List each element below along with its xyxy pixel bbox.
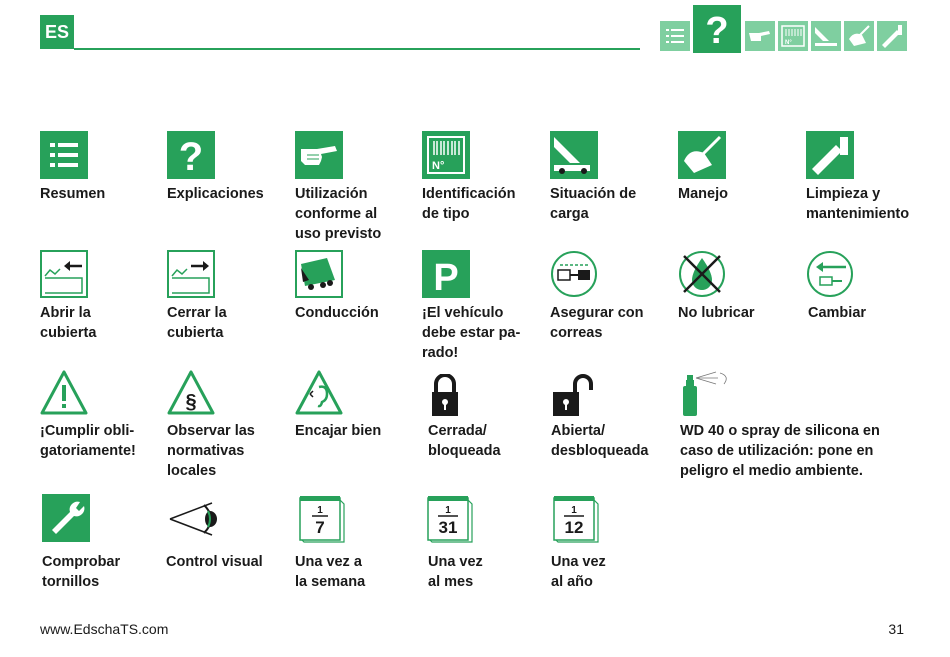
item-label-weekly: Una vez a la semana [295,554,366,590]
open-cover-icon [40,250,88,298]
question-icon [167,131,215,179]
listen-click-icon [295,370,343,416]
type-plate-icon [422,131,470,179]
lock-closed-icon [430,374,460,418]
nav-load-situation-icon[interactable] [811,21,841,51]
item-label-load-situation: Situación de carga [550,186,637,222]
nav-explanations-icon[interactable] [693,5,741,53]
nav-type-plate-icon[interactable] [778,21,808,51]
item-label-open-cover: Abrir la cubierta [40,305,97,341]
no-lubricate-icon [678,250,726,298]
item-label-summary: Resumen [40,186,106,202]
item-label-cleaning: Limpieza y mantenimiento [806,186,910,222]
item-label-vehicle-stopped: ¡El vehículo debe estar pa- rado! [422,305,521,361]
calendar-icon-yearly [552,494,600,544]
calendar-icon-weekly [298,494,346,544]
calendar-yearly-denominator: 12 [564,518,584,537]
item-label-mandatory: ¡Cumplir obli- gatoriamente! [40,423,136,459]
calendar-weekly-denominator: 7 [315,518,325,537]
svg-text:?: ? [705,10,729,52]
item-label-wd40-warning: WD 40 o spray de silicona en caso de utilización: pone en peligro el medio ambiente. [680,423,880,479]
item-label-intended-use: Utilización conforme al uso previsto [295,186,382,242]
svg-text:?: ? [178,135,204,179]
strap-icon [550,250,598,298]
calendar-monthly-numerator: 1 [445,505,451,516]
calendar-icon-monthly [426,494,474,544]
header-rule [74,48,640,50]
item-label-locked: Cerrada/ bloqueada [428,423,501,459]
item-label-close-cover: Cerrar la cubierta [167,305,227,341]
nav-intended-use-icon[interactable] [745,21,775,51]
pointing-hand-icon [295,131,343,179]
warning-icon [40,370,88,416]
nav-handling-icon[interactable] [844,21,874,51]
wrench-icon [42,494,90,542]
item-label-visual-check: Control visual [166,554,263,570]
item-label-driving: Conducción [295,305,379,321]
item-label-no-lubricate: No lubricar [678,305,755,321]
item-label-unlocked: Abierta/ desbloqueada [551,423,649,459]
nav-cleaning-icon[interactable] [877,21,907,51]
item-label-handling: Manejo [678,186,728,202]
cleaning-icon [806,131,854,179]
item-label-check-screws: Comprobar tornillos [42,554,121,590]
item-label-type-identification: Identificación de tipo [422,186,516,222]
handling-icon [678,131,726,179]
parking-icon [422,250,470,298]
nav-summary-icon[interactable] [660,21,690,51]
footer-url[interactable]: www.EdschaTS.com [40,621,169,637]
item-label-regulations: Observar las normativas locales [167,423,255,479]
svg-text:P: P [433,257,459,298]
spray-can-icon [680,370,736,416]
item-label-strap: Asegurar con correas [550,305,644,341]
eye-icon [168,497,220,541]
truck-driving-icon [295,250,343,298]
calendar-weekly-numerator: 1 [317,505,323,516]
svg-text:§: § [185,391,197,413]
change-icon [806,250,854,298]
svg-text:N°: N° [785,40,792,46]
calendar-monthly-denominator: 31 [438,518,458,537]
list-icon [40,131,88,179]
language-badge: ES [40,15,74,49]
lock-open-icon [553,374,593,418]
item-label-yearly: Una vez al año [551,554,606,590]
item-label-change: Cambiar [808,305,867,321]
item-label-fit-well: Encajar bien [295,423,382,439]
item-label-explanations: Explicaciones [167,186,264,202]
svg-text:N°: N° [432,160,445,172]
regulations-icon [167,370,215,416]
close-cover-icon [167,250,215,298]
load-situation-icon [550,131,598,179]
calendar-yearly-numerator: 1 [571,505,577,516]
item-label-monthly: Una vez al mes [428,554,483,590]
page-number: 31 [888,621,904,637]
